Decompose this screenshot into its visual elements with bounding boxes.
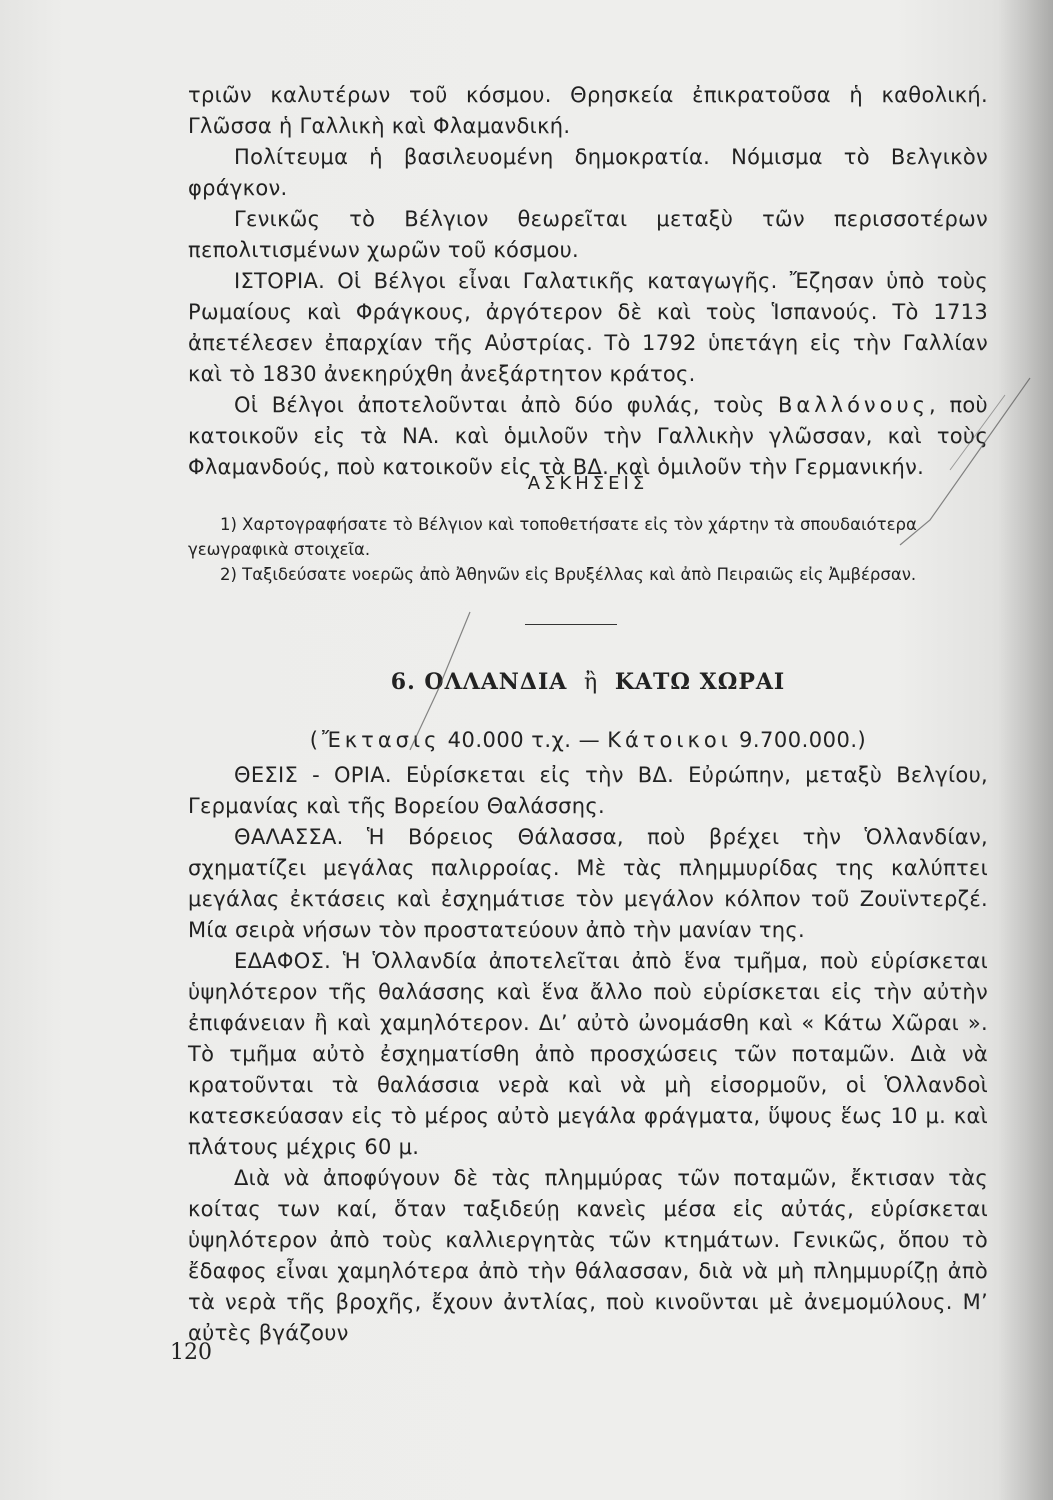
page-number: 120 <box>170 1340 212 1365</box>
pencil-stroke-top <box>900 378 1030 545</box>
area-dash: — <box>578 728 601 752</box>
pencil-stroke-mid <box>950 395 1005 470</box>
paragraph-soil: ΕΔΑΦΟΣ. Ἡ Ὁλλανδία ἀποτελεῖται ἀπὸ ἕνα τμῆμα, ποὺ εὑρίσκεται ὑψηλότερον τῆς θαλάσσης καὶ ἕνα ἄλλο ποὺ εὑρίσκεται εἰς τὴν αὐτὴν ἐπιφάνειαν ἢ καὶ χαμηλότερον. Δι’ αὐτὸ ὠνομάσθη καὶ « Κάτω Χῶραι ». Τὸ τμῆμα αὐτὸ ἐσχηματίσθη ἀπὸ προσχώσεις τῶν ποταμῶν. Διὰ νὰ κρατοῦνται τὰ θαλάσσια νερὰ καὶ νὰ μὴ εἰσορμοῦν, οἱ Ὁλλανδοὶ κατεσκεύασαν εἰς τὸ μέρος αὐτὸ μεγάλα φράγματα, ὕψους ἕως 10 μ. καὶ πλάτους μέχρις 60 μ. <box>188 949 988 1159</box>
area-label: (Ἔκτασις <box>309 728 441 752</box>
section-title-main: ΟΛΛΑΝΔΙΑ <box>424 669 568 695</box>
area-value: 40.000 τ.χ. <box>447 728 572 752</box>
paragraph-sea: ΘΑΛΑΣΣΑ. Ἡ Βόρειος Θάλασσα, ποὺ βρέχει τὴν Ὁλλανδίαν, σχηματίζει μεγάλας παλιρροίας. Μὲ τὰς πλημμυρίδας της καλύπτει μεγάλας ἐκτάσεις καὶ ἐσχημάτισε τὸν μεγάλον κόλπον τοῦ Ζουϊντερζέ. Μία σειρὰ νήσων τὸν προστατεύουν ἀπὸ τὴν μανίαν της. <box>188 825 988 942</box>
walloons-spaced: Βαλλόνους <box>777 393 929 417</box>
peoples-text-b: , ποὺ κατοικοῦν εἰς τὰ ΝΑ. καὶ ὁμιλοῦν τὴν Γαλλικὴν γλῶσσαν, καὶ τοὺς Φλαμανδούς, ποὺ κατοικοῦν εἰς τὰ ΒΔ. καὶ ὁμιλοῦν τὴν Γερμανικήν. <box>188 393 988 479</box>
paragraph-position: ΘΕΣΙΣ - ΟΡΙΑ. Εὑρίσκεται εἰς τὴν ΒΔ. Εὐρώπην, μεταξὺ Βελγίου, Γερμανίας καὶ τῆς Βορείου Θαλάσσης. <box>188 763 988 818</box>
exercises-heading: ΑΣΚΗΣΕΙΣ <box>527 473 649 494</box>
section-title-conj: ἢ <box>584 670 599 695</box>
population-value: 9.700.000.) <box>739 728 867 752</box>
pencil-stroke-title <box>410 612 470 750</box>
paragraph-civilization: Γενικῶς τὸ Βέλγιον θεωρεῖται μεταξὺ τῶν περισσοτέρων πεπολιτισμένων χωρῶν τοῦ κόσμου. <box>188 207 988 262</box>
peoples-text-a: Οἱ Βέλγοι ἀποτελοῦνται ἀπὸ δύο φυλάς, τοὺς <box>234 393 765 417</box>
exercise-1: 1) Χαρτογραφήσατε τὸ Βέλγιον καὶ τοποθετήσατε εἰς τὸν χάρτην τὰ σπουδαιότερα γεωγραφικὰ στοιχεῖα. <box>188 515 917 559</box>
section-title-alt: ΚΑΤΩ ΧΩΡΑΙ <box>614 669 786 695</box>
section-number: 6. <box>390 669 416 695</box>
paragraph-history: ΙΣΤΟΡΙΑ. Οἱ Βέλγοι εἶναι Γαλατικῆς καταγωγῆς. Ἔζησαν ὑπὸ τοὺς Ρωμαίους καὶ Φράγκους, ἀργότερον δὲ καὶ τοὺς Ἱσπανούς. Τὸ 1713 ἀπετέλεσεν ἐπαρχίαν τῆς Αὐστρίας. Τὸ 1792 ὑπετάγη εἰς τὴν Γαλλίαν καὶ τὸ 1830 ἀνεκηρύχθη ἀνεξάρτητον κράτος. <box>188 269 988 386</box>
paragraph-government-currency: Πολίτευμα ἡ βασιλευομένη δημοκρατία. Νόμισμα τὸ Βελγικὸν φράγκον. <box>188 145 988 200</box>
exercise-2: 2) Ταξιδεύσατε νοερῶς ἀπὸ Ἀθηνῶν εἰς Βρυξέλλας καὶ ἀπὸ Πειραιῶς εἰς Ἀμβέρσαν. <box>220 565 917 584</box>
paragraph-religion-language: τριῶν καλυτέρων τοῦ κόσμου. Θρησκεία ἐπικρατοῦσα ἡ καθολική. Γλῶσσα ἡ Γαλλικὴ καὶ Φλαμανδική. <box>188 83 988 138</box>
population-label: Κάτοικοι <box>607 728 732 752</box>
paragraph-rivers: Διὰ νὰ ἀποφύγουν δὲ τὰς πλημμύρας τῶν ποταμῶν, ἔκτισαν τὰς κοίτας των καί, ὅταν ταξιδεύῃ κανεὶς μέσα εἰς αὐτάς, εὑρίσκεται ὑψηλότερον ἀπὸ τοὺς καλλιεργητὰς τῶν κτημάτων. Γενικῶς, ὅπου τὸ ἔδαφος εἶναι χαμηλότερα ἀπὸ τὴν θάλασσαν, διὰ νὰ μὴ πλημμυρίζῃ ἀπὸ τὰ νερὰ τῆς βροχῆς, ἔχουν ἀντλίας, ποὺ κινοῦνται μὲ ἀνεμομύλους. Μ’ αὐτὲς βγάζουν <box>188 1166 988 1345</box>
